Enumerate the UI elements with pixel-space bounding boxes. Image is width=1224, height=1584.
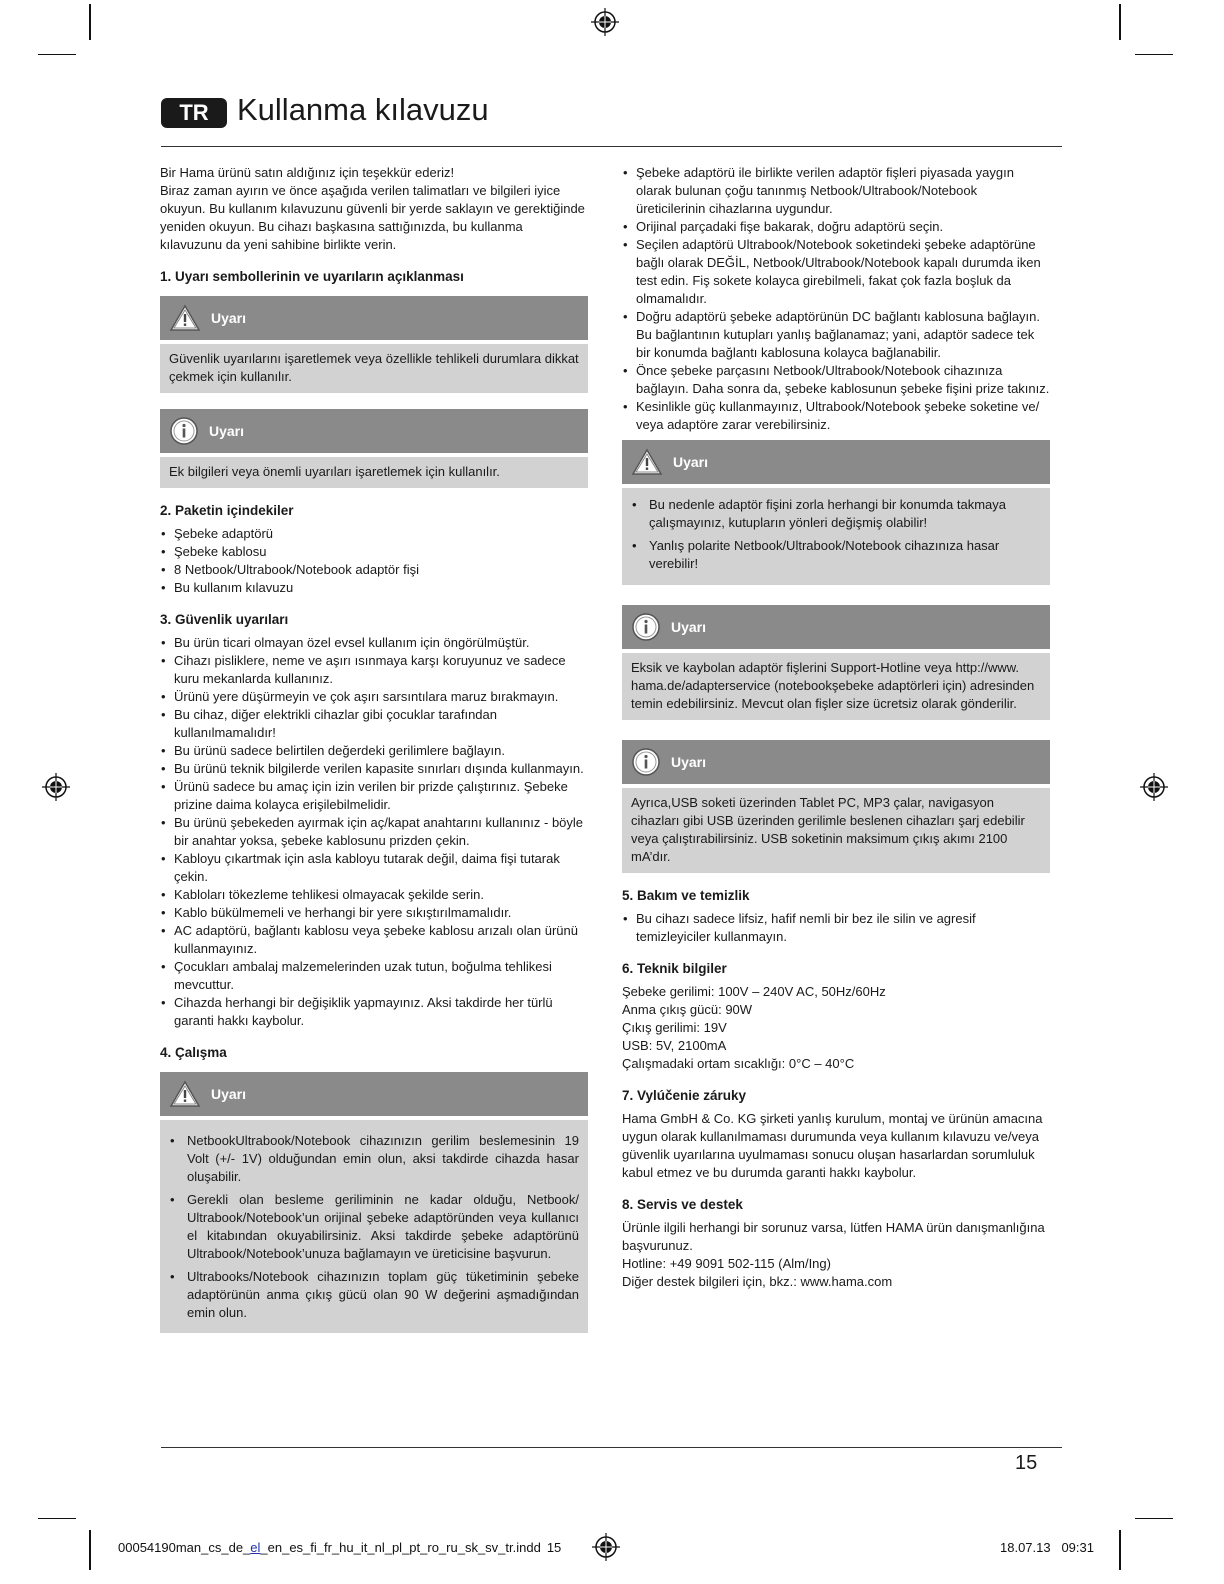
list-item: • Doğru adaptörü şebeke adaptörünün DC bağlantı kablosuna bağlayın. Bu bağlantının kutupları yanlış bağlanamaz; yani, adaptör sadece tek bir konumda bağlantı kablosuna kolayca bağlanabilir. [622, 308, 1050, 362]
list-item: • NetbookUltrabook/Notebook cihazınızın gerilim beslemesinin 19 Volt (+/- 1V) olduğundan emin olun, aksi takdirde cihazda hasar oluşabilir. [169, 1132, 579, 1186]
warning-box [160, 1072, 588, 1333]
filename-part: 00054190man_cs_de_ [118, 1540, 251, 1555]
service-line: Diğer destek bilgileri için, bkz.: www.hama.com [622, 1274, 893, 1289]
header-rule [161, 146, 1062, 147]
info-header [622, 740, 1050, 784]
list-item: • Bu kullanım kılavuzu [160, 579, 588, 597]
info-body: Ayrıca,USB soketi üzerinden Tablet PC, MP3 çalar, navigasyon cihazları gibi USB üzerinden gerilimle beslenen cihazları şarj edebilir veya çalıştırabilirsiniz. USB soketinin maksimum çıkış akımı 2100 mA’dır. [622, 788, 1050, 873]
info-body: Ek bilgileri veya önemli uyarıları işaretlemek için kullanılır. [160, 457, 588, 488]
warning-body [160, 1120, 588, 1333]
intro-thanks: Bir Hama ürünü satın aldığınız için teşekkür ederiz! [160, 165, 455, 180]
spec-line: USB: 5V, 2100mA [622, 1038, 727, 1053]
right-column [622, 164, 1050, 1291]
list-item: • Ürünü yere düşürmeyin ve çok aşırı sarsıntılara maruz bırakmayın. [160, 688, 588, 706]
info-header [622, 605, 1050, 649]
crop-mark [1119, 1530, 1121, 1570]
list-item: • Cihazda herhangi bir değişiklik yapmayınız. Aksi takdirde her türlü garanti hakkı kaybolur. [160, 994, 588, 1030]
section-title-4: 4. Çalışma [160, 1045, 227, 1060]
list-item: • Yanlış polarite Netbook/Ultrabook/Notebook cihazınıza hasar verebilir! [631, 537, 1041, 573]
service-line: Hotline: +49 9091 502-115 (Alm/Ing) [622, 1256, 831, 1271]
spec-line: Çıkış gerilimi: 19V [622, 1020, 727, 1035]
footer-date-time: 18.07.13 09:31 [1000, 1540, 1094, 1555]
info-label: Uyarı [671, 754, 707, 770]
warning-box [160, 296, 588, 393]
crop-mark [38, 1518, 76, 1519]
info-box [622, 605, 1050, 720]
section-title-3: 3. Güvenlik uyarıları [160, 612, 289, 627]
info-body: Eksik ve kaybolan adaptör fişlerini Support-Hotline veya http://www. hama.de/adapterservice (notebookşebeke adaptörleri için) adresinden temin edebilirsiniz. Mevcut olan fişler size ücretsiz olarak gönderilir. [622, 653, 1050, 720]
crop-mark [89, 4, 91, 40]
list-item: • 8 Netbook/Ultrabook/Notebook adaptör fişi [160, 561, 588, 579]
list-item: • Bu ürünü sadece belirtilen değerdeki gerilimlere bağlayın. [160, 742, 588, 760]
section-title-6: 6. Teknik bilgiler [622, 961, 727, 976]
registration-mark-icon [42, 773, 70, 801]
warranty-text: Hama GmbH & Co. KG şirketi yanlış kurulum, montaj ve ürünün amacına uygun olarak kullanılmaması durumunda veya kullanım kılavuzu ve/veya güvenlik uyarılarına uyulmaması sonucu oluşan hasarlardan sorumluluk kabul etmez ve bu durumda garanti hakkı kaybolur. [622, 1111, 1043, 1180]
warning-label: Uyarı [211, 310, 247, 326]
list-item: • Ürünü sadece bu amaç için izin verilen bir prizde çalıştırınız. Şebeke prizine daima kolayca erişilebilmelidir. [160, 778, 588, 814]
info-label: Uyarı [209, 423, 245, 439]
warning-triangle-icon [169, 1080, 201, 1108]
section-title-1: 1. Uyarı sembollerinin ve uyarıların açıklanması [160, 269, 464, 284]
spec-line: Anma çıkış gücü: 90W [622, 1002, 753, 1017]
warning-header [160, 296, 588, 340]
footer-page-ref: 15 [546, 1540, 562, 1555]
section-title-7: 7. Vylúčenie záruky [622, 1088, 747, 1103]
care-list [622, 910, 1050, 946]
page-number: 15 [1015, 1452, 1038, 1474]
list-item: • Bu nedenle adaptör fişini zorla herhangi bir konumda takmaya çalışmayınız, kutupların yönleri değişmiş olabilir! [631, 496, 1041, 532]
crop-mark [1135, 1518, 1173, 1519]
list-item: • Şebeke kablosu [160, 543, 588, 561]
crop-mark [89, 1530, 91, 1570]
info-box [160, 409, 588, 488]
warning-header [622, 440, 1050, 484]
service-line: Ürünle ilgili herhangi bir sorunuz varsa, lütfen HAMA ürün danışmanlığına başvurunuz. [622, 1220, 1045, 1253]
warning-header [160, 1072, 588, 1116]
list-item: • Orijinal parçadaki fişe bakarak, doğru adaptörü seçin. [622, 218, 1050, 236]
warning-label: Uyarı [211, 1086, 247, 1102]
warning-box [622, 440, 1050, 585]
language-badge: TR [161, 98, 227, 128]
list-item: • Bu cihaz, diğer elektrikli cihazlar gibi çocuklar tarafından kullanılmamalıdır! [160, 706, 588, 742]
list-item: • AC adaptörü, bağlantı kablosu veya şebeke kablosu arızalı olan ürünü kullanmayınız. [160, 922, 588, 958]
footer-filename [118, 1540, 561, 1555]
list-item: • Bu ürünü şebekeden ayırmak için aç/kapat anahtarını kullanınız - böyle bir anahtar yoksa, şebeke kablosunu prizden çekin. [160, 814, 588, 850]
list-item: • Kabloyu çıkartmak için asla kabloyu tutarak değil, daima fişi tutarak çekin. [160, 850, 588, 886]
page-title: Kullanma kılavuzu [237, 92, 489, 127]
warning-triangle-icon [631, 448, 663, 476]
filename-part: _en_es_fi_fr_hu_it_nl_pl_pt_ro_ru_sk_sv_tr.indd [260, 1540, 541, 1555]
section-title-5: 5. Bakım ve temizlik [622, 888, 750, 903]
spec-line: Şebeke gerilimi: 100V – 240V AC, 50Hz/60Hz [622, 984, 886, 999]
list-item: • Bu ürün ticari olmayan özel evsel kullanım için öngörülmüştür. [160, 634, 588, 652]
info-circle-icon [631, 612, 661, 642]
list-item: • Cihazı pisliklere, neme ve aşırı ısınmaya karşı koruyunuz ve sadece kuru mekanlarda kullanınız. [160, 652, 588, 688]
warning-body: Güvenlik uyarılarını işaretlemek veya özellikle tehlikeli durumlara dikkat çekmek için kullanılır. [160, 344, 588, 393]
warning-label: Uyarı [673, 454, 709, 470]
info-box [622, 740, 1050, 873]
registration-mark-icon [592, 1533, 620, 1561]
list-item: • Kesinlikle güç kullanmayınız, Ultrabook/Notebook şebeke soketine ve/ veya adaptöre zarar verebilirsiniz. [622, 398, 1050, 434]
warning-triangle-icon [169, 304, 201, 332]
list-item: • Kablo bükülmemeli ve herhangi bir yere sıkıştırılmamalıdır. [160, 904, 588, 922]
info-header [160, 409, 588, 453]
list-item: • Şebeke adaptörü ile birlikte verilen adaptör fişleri piyasada yaygın olarak bulunan çoğu tanınmış Netbook/Ultrabook/Notebook üreticilerinin cihazlarına uygundur. [622, 164, 1050, 218]
left-column [160, 164, 588, 1333]
spec-line: Çalışmadaki ortam sıcaklığı: 0°C – 40°C [622, 1056, 855, 1071]
list-item: • Bu cihazı sadece lifsiz, hafif nemli bir bez ile silin ve agresif temizleyiciler kullanmayın. [622, 910, 1050, 946]
list-item: • Gerekli olan besleme geriliminin ne kadar olduğu, Netbook/ Ultrabook/Notebook’un orijinal şebeke adaptöründen veya kullanıcı el kitabından okuyabilirsiniz. Aksi takdirde şebeke adaptörünü Ultrabook/Notebook’unuza bağlamayın ve üreticisine başvurun. [169, 1191, 579, 1263]
list-item: • Seçilen adaptörü Ultrabook/Notebook soketindeki şebeke adaptörüne bağlı olarak DEĞİL, Netbook/Ultrabook/Notebook kapalı durumda iken test edin. Fiş sokete kolayca girebilmeli, fakat çok fazla boşluk da olmamalıdır. [622, 236, 1050, 308]
warning-body [622, 488, 1050, 585]
list-item: • Kabloları tökezleme tehlikesi olmayacak şekilde serin. [160, 886, 588, 904]
crop-mark [1119, 4, 1121, 40]
registration-mark-icon [1140, 773, 1168, 801]
list-item: • Çocukları ambalaj malzemelerinden uzak tutun, boğulma tehlikesi mevcuttur. [160, 958, 588, 994]
crop-mark [38, 54, 76, 55]
footer-rule [161, 1447, 1062, 1448]
intro-text: Biraz zaman ayırın ve önce aşağıda verilen talimatları ve bilgileri iyice okuyun. Bu kullanım kılavuzunu güvenli bir yerde saklayın ve gerektiğinde yeniden okuyun. Bu cihazı başkasına sattığınızda, bu kullanma kılavuzunu da yeni sahibine birlikte verin. [160, 183, 585, 252]
registration-mark-icon [591, 8, 619, 36]
operation-list [622, 164, 1050, 434]
safety-list [160, 634, 588, 1030]
list-item: • Önce şebeke parçasını Netbook/Ultrabook/Notebook cihazınıza bağlayın. Daha sonra da, şebeke kablosunun şebeke fişini prize takınız. [622, 362, 1050, 398]
section-title-2: 2. Paketin içindekiler [160, 503, 294, 518]
info-circle-icon [169, 416, 199, 446]
filename-part: el [250, 1540, 261, 1555]
package-contents-list [160, 525, 588, 597]
list-item: • Şebeke adaptörü [160, 525, 588, 543]
section-title-8: 8. Servis ve destek [622, 1197, 743, 1212]
info-label: Uyarı [671, 619, 707, 635]
list-item: • Bu ürünü teknik bilgilerde verilen kapasite sınırları dışında kullanmayın. [160, 760, 588, 778]
info-circle-icon [631, 747, 661, 777]
list-item: • Ultrabooks/Notebook cihazınızın toplam güç tüketiminin şebeke adaptörünün anma çıkış gücü olan 90 W değerini aşmadığından emin olun. [169, 1268, 579, 1322]
crop-mark [1135, 54, 1173, 55]
